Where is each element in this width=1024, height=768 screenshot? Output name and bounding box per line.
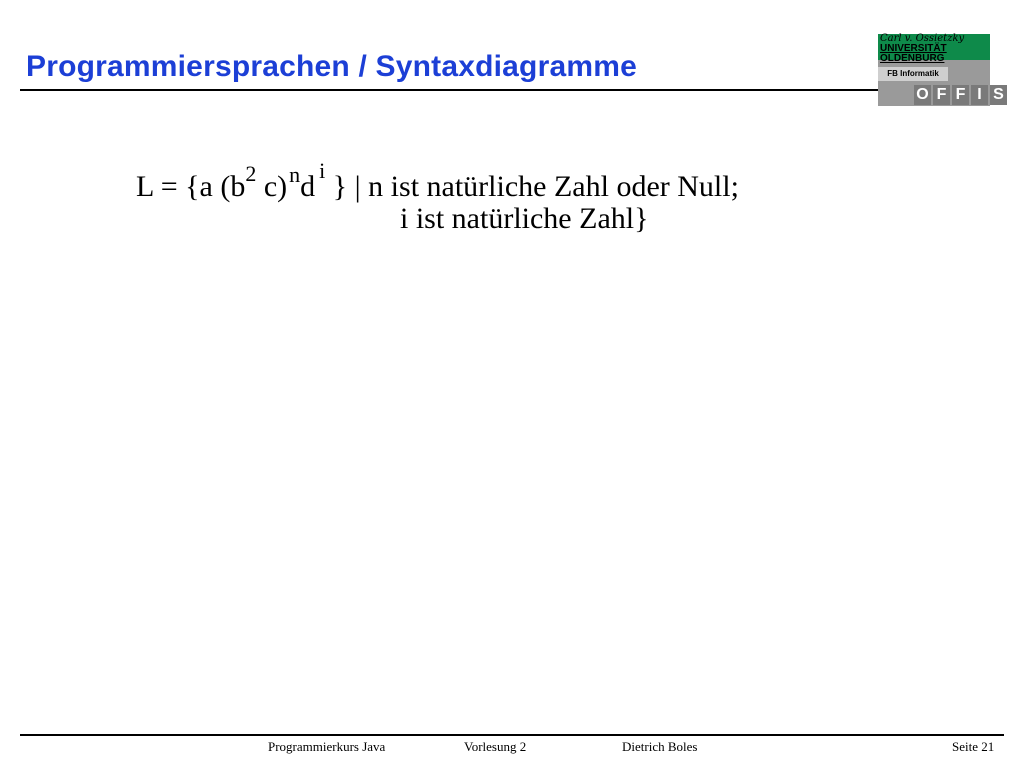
footer-divider (20, 734, 1004, 736)
logo-department: FB Informatik (878, 67, 948, 81)
page-title: Programmiersprachen / Syntaxdiagramme (26, 50, 637, 83)
formula-d: d (300, 170, 316, 203)
logo-signature: Carl v. Ossietzky (880, 33, 965, 44)
university-logo (878, 33, 1004, 106)
formula-mid: c) (256, 170, 288, 203)
exponent-i: i (319, 158, 326, 183)
logo-university-line2: OLDENBURG (880, 53, 945, 64)
logo-offis-letter: I (971, 85, 988, 105)
logo-offis-letter: S (990, 85, 1007, 105)
logo-university-name (880, 44, 947, 64)
logo-offis-letter: O (914, 85, 931, 105)
logo-offis-letter: F (952, 85, 969, 105)
logo-offis-letter: F (933, 85, 950, 105)
language-definition (136, 160, 739, 207)
logo-offis (914, 85, 1007, 105)
formula-condition: } | n ist natürliche Zahl oder Null; (325, 170, 739, 203)
formula-prefix: L = {a (b (136, 170, 246, 203)
page-number: Seite 21 (952, 739, 995, 754)
footer-course: Programmierkurs Java (268, 739, 386, 754)
footer-author: Dietrich Boles (622, 739, 698, 754)
logo-university-line1: UNIVERSITÄT (880, 43, 947, 54)
language-definition-line2: i ist natürliche Zahl} (400, 202, 649, 235)
footer-lecture: Vorlesung 2 (464, 739, 527, 754)
exponent-n: n (289, 162, 301, 187)
exponent-2: 2 (245, 161, 257, 186)
title-divider (20, 89, 880, 91)
